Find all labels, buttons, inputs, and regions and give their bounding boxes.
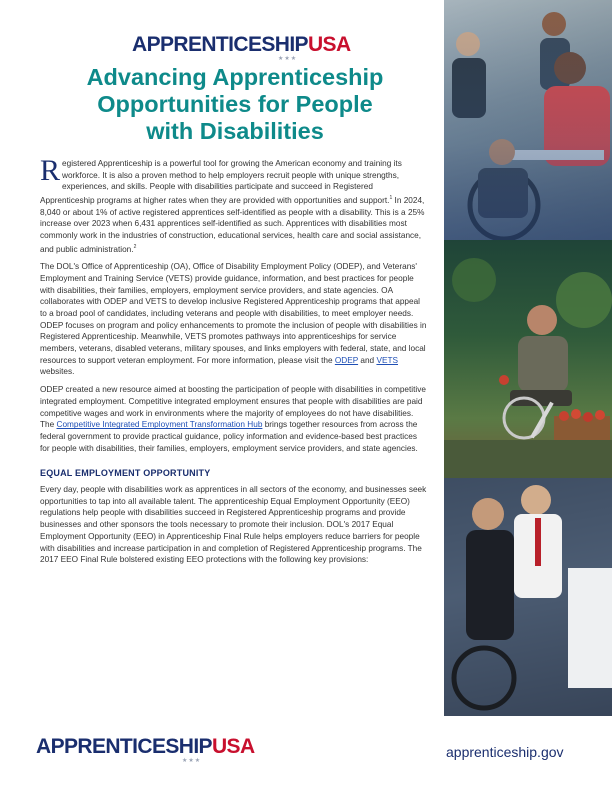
footer-logo-stars: ★★★ bbox=[182, 758, 202, 764]
cie-hub-link[interactable]: Competitive Integrated Employment Transformation Hub bbox=[56, 420, 263, 430]
vets-link[interactable]: VETS bbox=[376, 355, 398, 365]
header-logo bbox=[132, 33, 351, 62]
dol-offices-paragraph: The DOL's Office of Apprenticeship (OA), Office of Disability Employment Policy (ODEP), and Veterans' Employment and Training Service (VETS) provide guidance, information, and best practices for people with disabilities, their families, employers, employment service providers, and state agencies. OA collaborates with ODEP and VETS to develop inclusive Registered Apprenticeship programs that appeal to a broad pool of candidates, including veterans and people with disabilities, to meet employer needs. ODEP focuses on program and policy enhancements to promote the inclusion of people with disabilities in Registered Apprenticeship. Meanwhile, VETS promotes pathways into apprenticeships for service members, veterans, disabled veterans, military spouses, and links employers with federal, state, and local resources to support veteran employment. For more information, please visit the ODEP and VETS websites. bbox=[40, 262, 427, 377]
footer-logo-wordmark: APPRENTICESHIPUSA bbox=[36, 735, 255, 758]
food-service-photo bbox=[444, 478, 612, 716]
drop-cap: R bbox=[40, 154, 61, 187]
odep-link[interactable]: ODEP bbox=[334, 355, 359, 365]
page-title: Advancing Apprenticeship Opportunities for People with Disabilities bbox=[86, 64, 384, 144]
photo-tint bbox=[444, 0, 612, 240]
logo-stars: ★★★ bbox=[278, 56, 298, 62]
eeo-section-heading: EQUAL EMPLOYMENT OPPORTUNITY bbox=[40, 468, 211, 479]
food-service-illustration bbox=[444, 478, 612, 716]
intro-paragraph: Registered Apprenticeship is a powerful tool for growing the American economy and training its workforce. It is also a proven method to help employers recruit people with unique strengths, experiences, and skills. People with disabilities participate and succeed in Registered Apprenticeship programs at higher rates when they are provided with opportunities and support.$^1$ In 2024, 8,040 or about 1% of active registered apprentices self-identified as people with a disability. This is a 25% increase over 2023 when 6,431 apprentices self-identified as such. Apprentices with disabilities most commonly work in the industries of construction, educational services, health care and social assistance, and public administration.$^2$ bbox=[40, 154, 425, 254]
greenhouse-illustration bbox=[444, 240, 612, 478]
footnote-ref-1: 1 bbox=[389, 195, 393, 202]
website-link[interactable]: apprenticeship.gov bbox=[446, 744, 564, 760]
photo-strip bbox=[444, 0, 612, 716]
body-column bbox=[40, 154, 428, 572]
logo-wordmark: APPRENTICESHIPUSA bbox=[132, 33, 351, 56]
footer-logo bbox=[36, 736, 255, 764]
cie-paragraph: ODEP created a new resource aimed at boosting the participation of people with disabilities in competitive integrated employment. Competitive integrated employment ensures that people with disabilities are paid competitive wages and work in environments where the majority of employees do not have disabilities. The Competitive Integrated Employment Transformation Hub brings together resources from across the federal government to provide practical guidance, policy information and evidence-based best practices for people with disabilities, their families, employers, employment service providers, and state agencies. bbox=[40, 385, 426, 453]
eeo-paragraph: Every day, people with disabilities work as apprentices in all sectors of the economy, and businesses seek opportunities to tap into all available talent. The apprenticeship Equal Employment Opportunity (EEO) regulations help people with disabilities succeed in Registered Apprenticeship programs and provide businesses and other sponsors the tools necessary to promote their inclusion. DOL's 2017 Equal Employment Opportunity (EEO) in Apprenticeship Final Rule helps employers reduce barriers for people with disabilities and increase participation in and completion of Registered Apprenticeship programs. The 2017 EEO Final Rule bolstered existing EEO protections with the following key provisions: bbox=[40, 485, 427, 565]
footnote-ref-2: 2 bbox=[133, 243, 137, 250]
greenhouse-worker-photo bbox=[444, 240, 612, 478]
office-workers-photo bbox=[444, 0, 612, 240]
